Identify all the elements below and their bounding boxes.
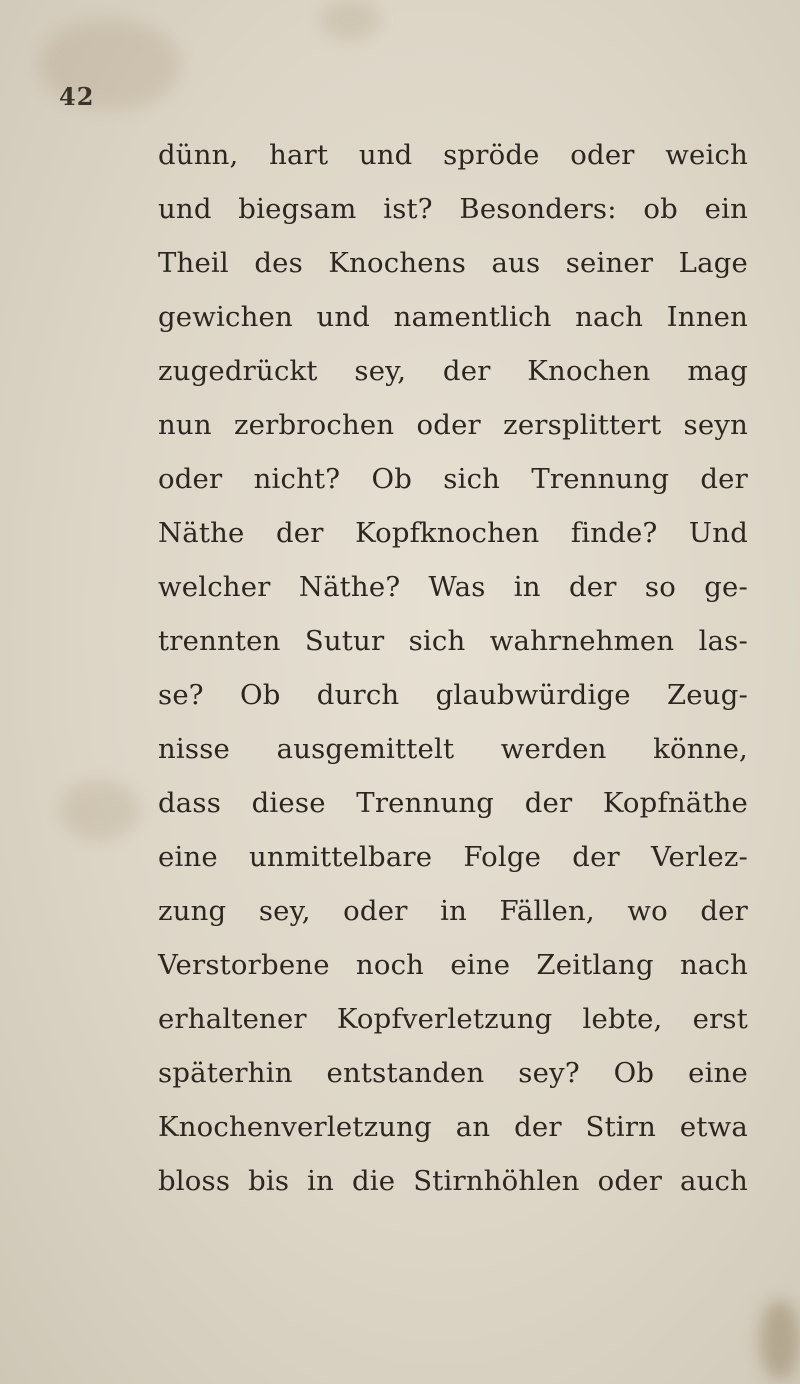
text-line: späterhin entstanden sey? Ob eine: [158, 1057, 748, 1089]
text-line: dünn, hart und spröde oder weich: [158, 139, 748, 171]
text-line: oder nicht? Ob sich Trennung der: [158, 463, 748, 495]
paper-stain: [60, 780, 140, 840]
text-line: se? Ob durch glaubwürdige Zeug-: [158, 679, 748, 711]
text-line: welcher Näthe? Was in der so ge-: [158, 571, 748, 603]
paper-stain: [760, 1300, 800, 1380]
paper-stain: [320, 0, 380, 40]
page-number: 42: [59, 82, 95, 111]
text-line: bloss bis in die Stirnhöhlen oder auch: [158, 1165, 748, 1197]
text-line: dass diese Trennung der Kopfnäthe: [158, 787, 748, 819]
text-line: nisse ausgemittelt werden könne,: [158, 733, 748, 765]
body-text: [158, 128, 748, 1208]
text-line: Verstorbene noch eine Zeitlang nach: [158, 949, 748, 981]
text-line: zung sey, oder in Fällen, wo der: [158, 895, 748, 927]
text-line: und biegsam ist? Besonders: ob ein: [158, 193, 748, 225]
text-line: eine unmittelbare Folge der Verlez-: [158, 841, 748, 873]
text-line: nun zerbrochen oder zersplittert seyn: [158, 409, 748, 441]
text-line: gewichen und namentlich nach Innen: [158, 301, 748, 333]
text-line: trennten Sutur sich wahrnehmen las-: [158, 625, 748, 657]
text-line: Knochenverletzung an der Stirn etwa: [158, 1111, 748, 1143]
text-line: Näthe der Kopfknochen finde? Und: [158, 517, 748, 549]
text-line: zugedrückt sey, der Knochen mag: [158, 355, 748, 387]
text-line: Theil des Knochens aus seiner Lage: [158, 247, 748, 279]
text-line: erhaltener Kopfverletzung lebte, erst: [158, 1003, 748, 1035]
